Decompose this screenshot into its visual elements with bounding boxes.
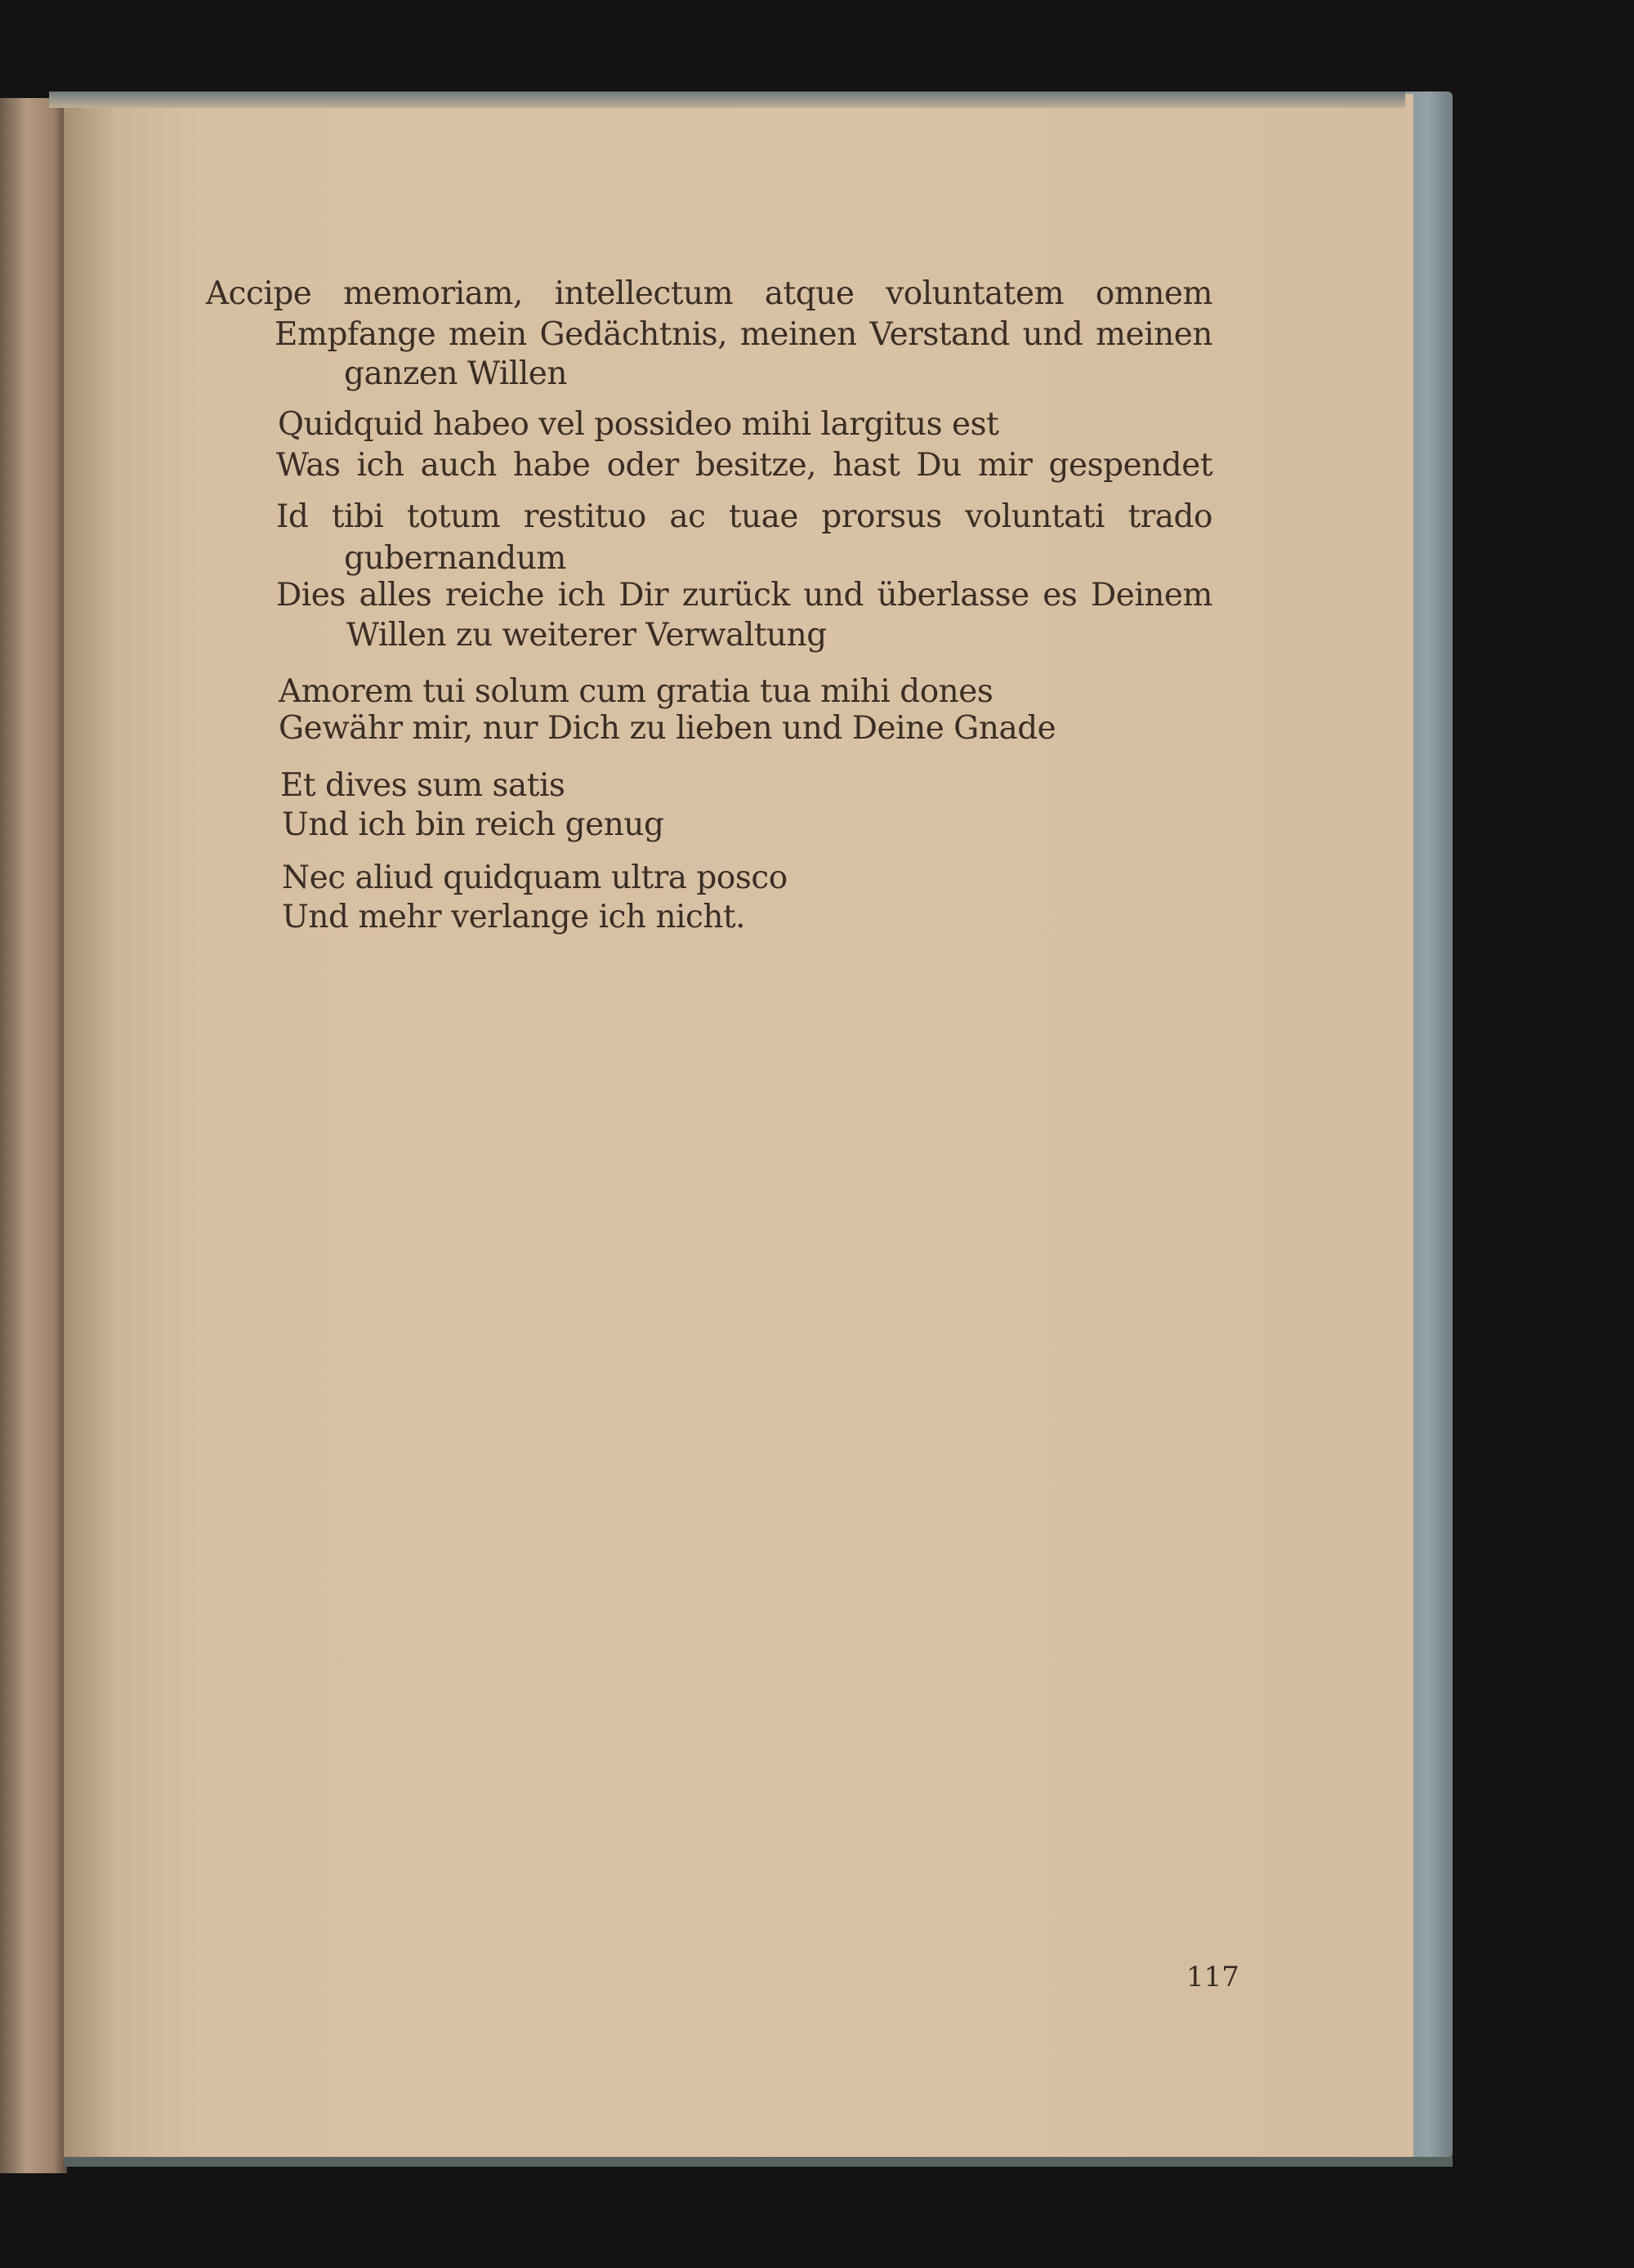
book-page bbox=[64, 94, 1413, 2165]
text-line: Accipe memoriam, intellectum atque voluntatem omnem bbox=[206, 275, 1212, 312]
text-line: Nec aliud quidquam ultra posco bbox=[282, 859, 788, 896]
text-line: Dies alles reiche ich Dir zurück und überlasse es Deinem bbox=[276, 577, 1212, 614]
text-line: Id tibi totum restituo ac tuae prorsus voluntati trado bbox=[276, 498, 1212, 535]
page-number: 117 bbox=[1186, 1961, 1239, 1993]
text-line: Was ich auch habe oder besitze, hast Du mir gespendet bbox=[276, 447, 1212, 484]
left-page-edge bbox=[0, 98, 67, 2173]
page-top-edge bbox=[49, 92, 1405, 108]
text-line: Quidquid habeo vel possideo mihi largitus est bbox=[278, 406, 999, 443]
text-line: Amorem tui solum cum gratia tua mihi dones bbox=[279, 673, 993, 710]
page-bottom-edge bbox=[64, 2157, 1453, 2167]
text-line: Und mehr verlange ich nicht. bbox=[282, 899, 746, 935]
text-line: Willen zu weiterer Verwaltung bbox=[346, 617, 827, 654]
text-line: Und ich bin reich genug bbox=[282, 806, 664, 843]
text-line: gubernandum bbox=[344, 540, 566, 577]
text-line: Empfange mein Gedächtnis, meinen Verstand und meinen bbox=[275, 316, 1212, 353]
text-line: Et dives sum satis bbox=[280, 767, 565, 804]
text-line: ganzen Willen bbox=[344, 355, 567, 392]
text-line: Gewähr mir, nur Dich zu lieben und Deine Gnade bbox=[279, 710, 1056, 747]
